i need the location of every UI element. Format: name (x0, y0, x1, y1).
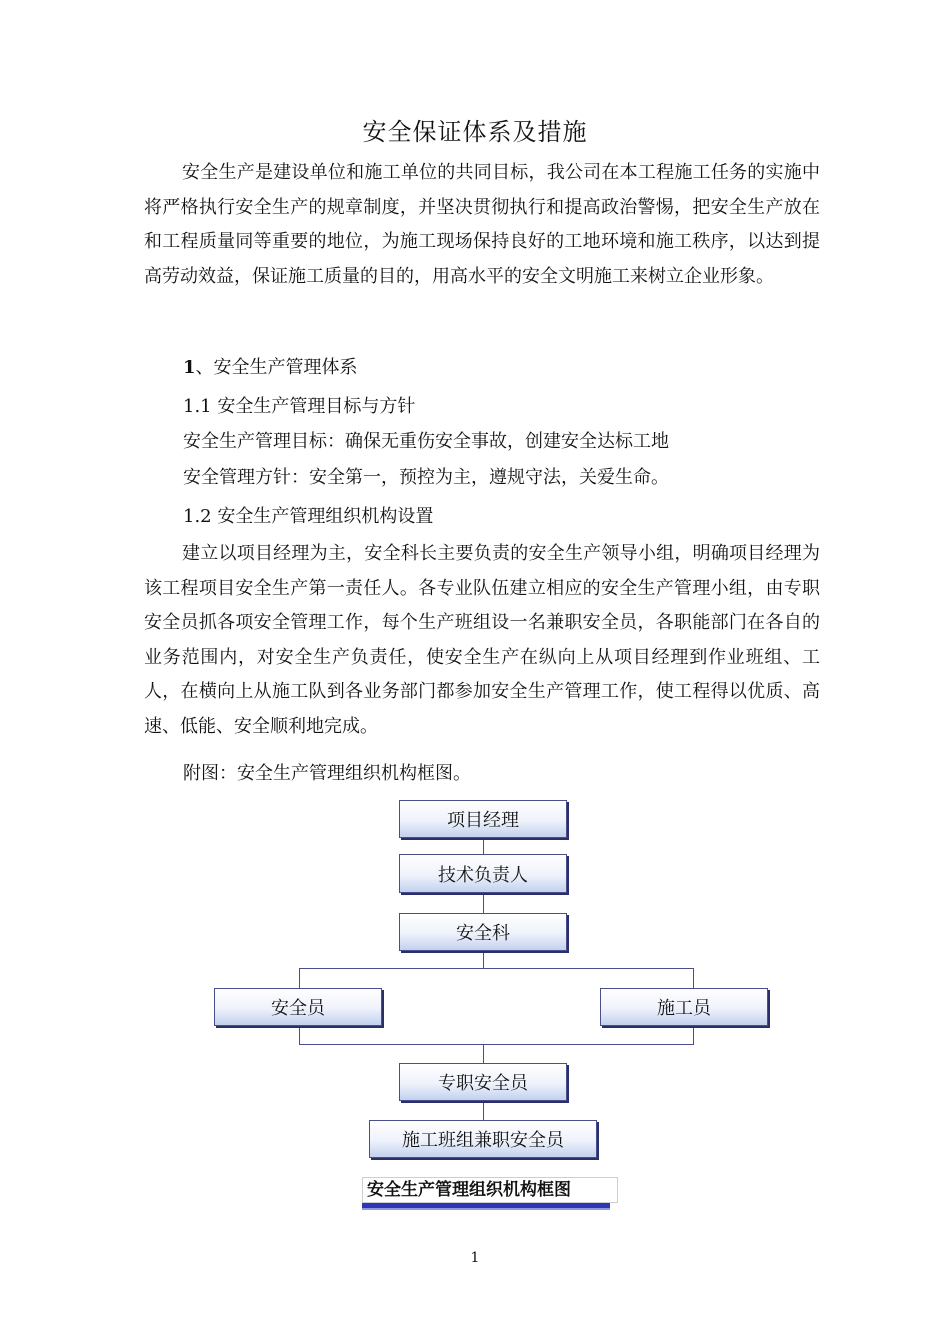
box-safety-officer: 安全员 (214, 988, 382, 1026)
connector-fulltime-team (483, 1101, 484, 1120)
box-team-safety: 施工班组兼职安全员 (369, 1120, 597, 1158)
connector-pm-tech (483, 838, 484, 854)
caption-underline-light (362, 1208, 610, 1210)
connector-tech-safety (483, 893, 484, 913)
box-tech-lead: 技术负责人 (399, 854, 567, 893)
section-number: 1 (183, 357, 196, 378)
box-safety-dept: 安全科 (399, 913, 567, 951)
page-title: 安全保证体系及措施 (362, 118, 588, 146)
connector-lower-horizontal (299, 1044, 694, 1045)
figure-note: 附图：安全生产管理组织机构框图。 (183, 763, 471, 784)
chart-caption: 安全生产管理组织机构框图 (362, 1177, 618, 1203)
subsection-1-2-heading: 1.2 安全生产管理组织机构设置 (183, 506, 434, 527)
connector-lower-to-fulltime (483, 1044, 484, 1063)
section-title: 、安全生产管理体系 (195, 357, 358, 378)
connector-upper-horizontal (299, 968, 694, 969)
box-project-manager: 项目经理 (399, 800, 567, 838)
subsection-1-1-heading: 1.1 安全生产管理目标与方针 (183, 396, 416, 417)
box-construction-officer: 施工员 (600, 988, 768, 1026)
page-number: 1 (470, 1250, 480, 1266)
connector-safety-down (483, 951, 484, 968)
safety-policy: 安全管理方针：安全第一，预控为主，遵规守法，关爱生命。 (183, 467, 669, 488)
box-fulltime-safety: 专职安全员 (399, 1063, 567, 1101)
safety-target: 安全生产管理目标：确保无重伤安全事故，创建安全达标工地 (183, 431, 669, 452)
intro-paragraph: 安全生产是建设单位和施工单位的共同目标，我公司在本工程施工任务的实施中将严格执行安全生产的规章制度，并坚决贯彻执行和提高政治警惕，把安全生产放在和工程质量同等重要的地位，为施工现场保持良好的工地环境和施工秩序，以达到提高劳动效益，保证施工质量的目的，用高水平的安全文明施工来树立企业形象。 (144, 162, 820, 287)
org-paragraph: 建立以项目经理为主，安全科长主要负责的安全生产领导小组，明确项目经理为该工程项目安全生产第一责任人。各专业队伍建立相应的安全生产管理小组，由专职安全员抓各项安全管理工作，每个生产班组设一名兼职安全员，各职能部门在各自的业务范围内，对安全生产负责任，使安全生产在纵向上从项目经理到作业班组、工人，在横向上从施工队到各业务部门都参加安全生产管理工作，使工程得以优质、高速、低能、安全顺利地完成。 (144, 543, 820, 737)
section-heading (183, 356, 358, 380)
